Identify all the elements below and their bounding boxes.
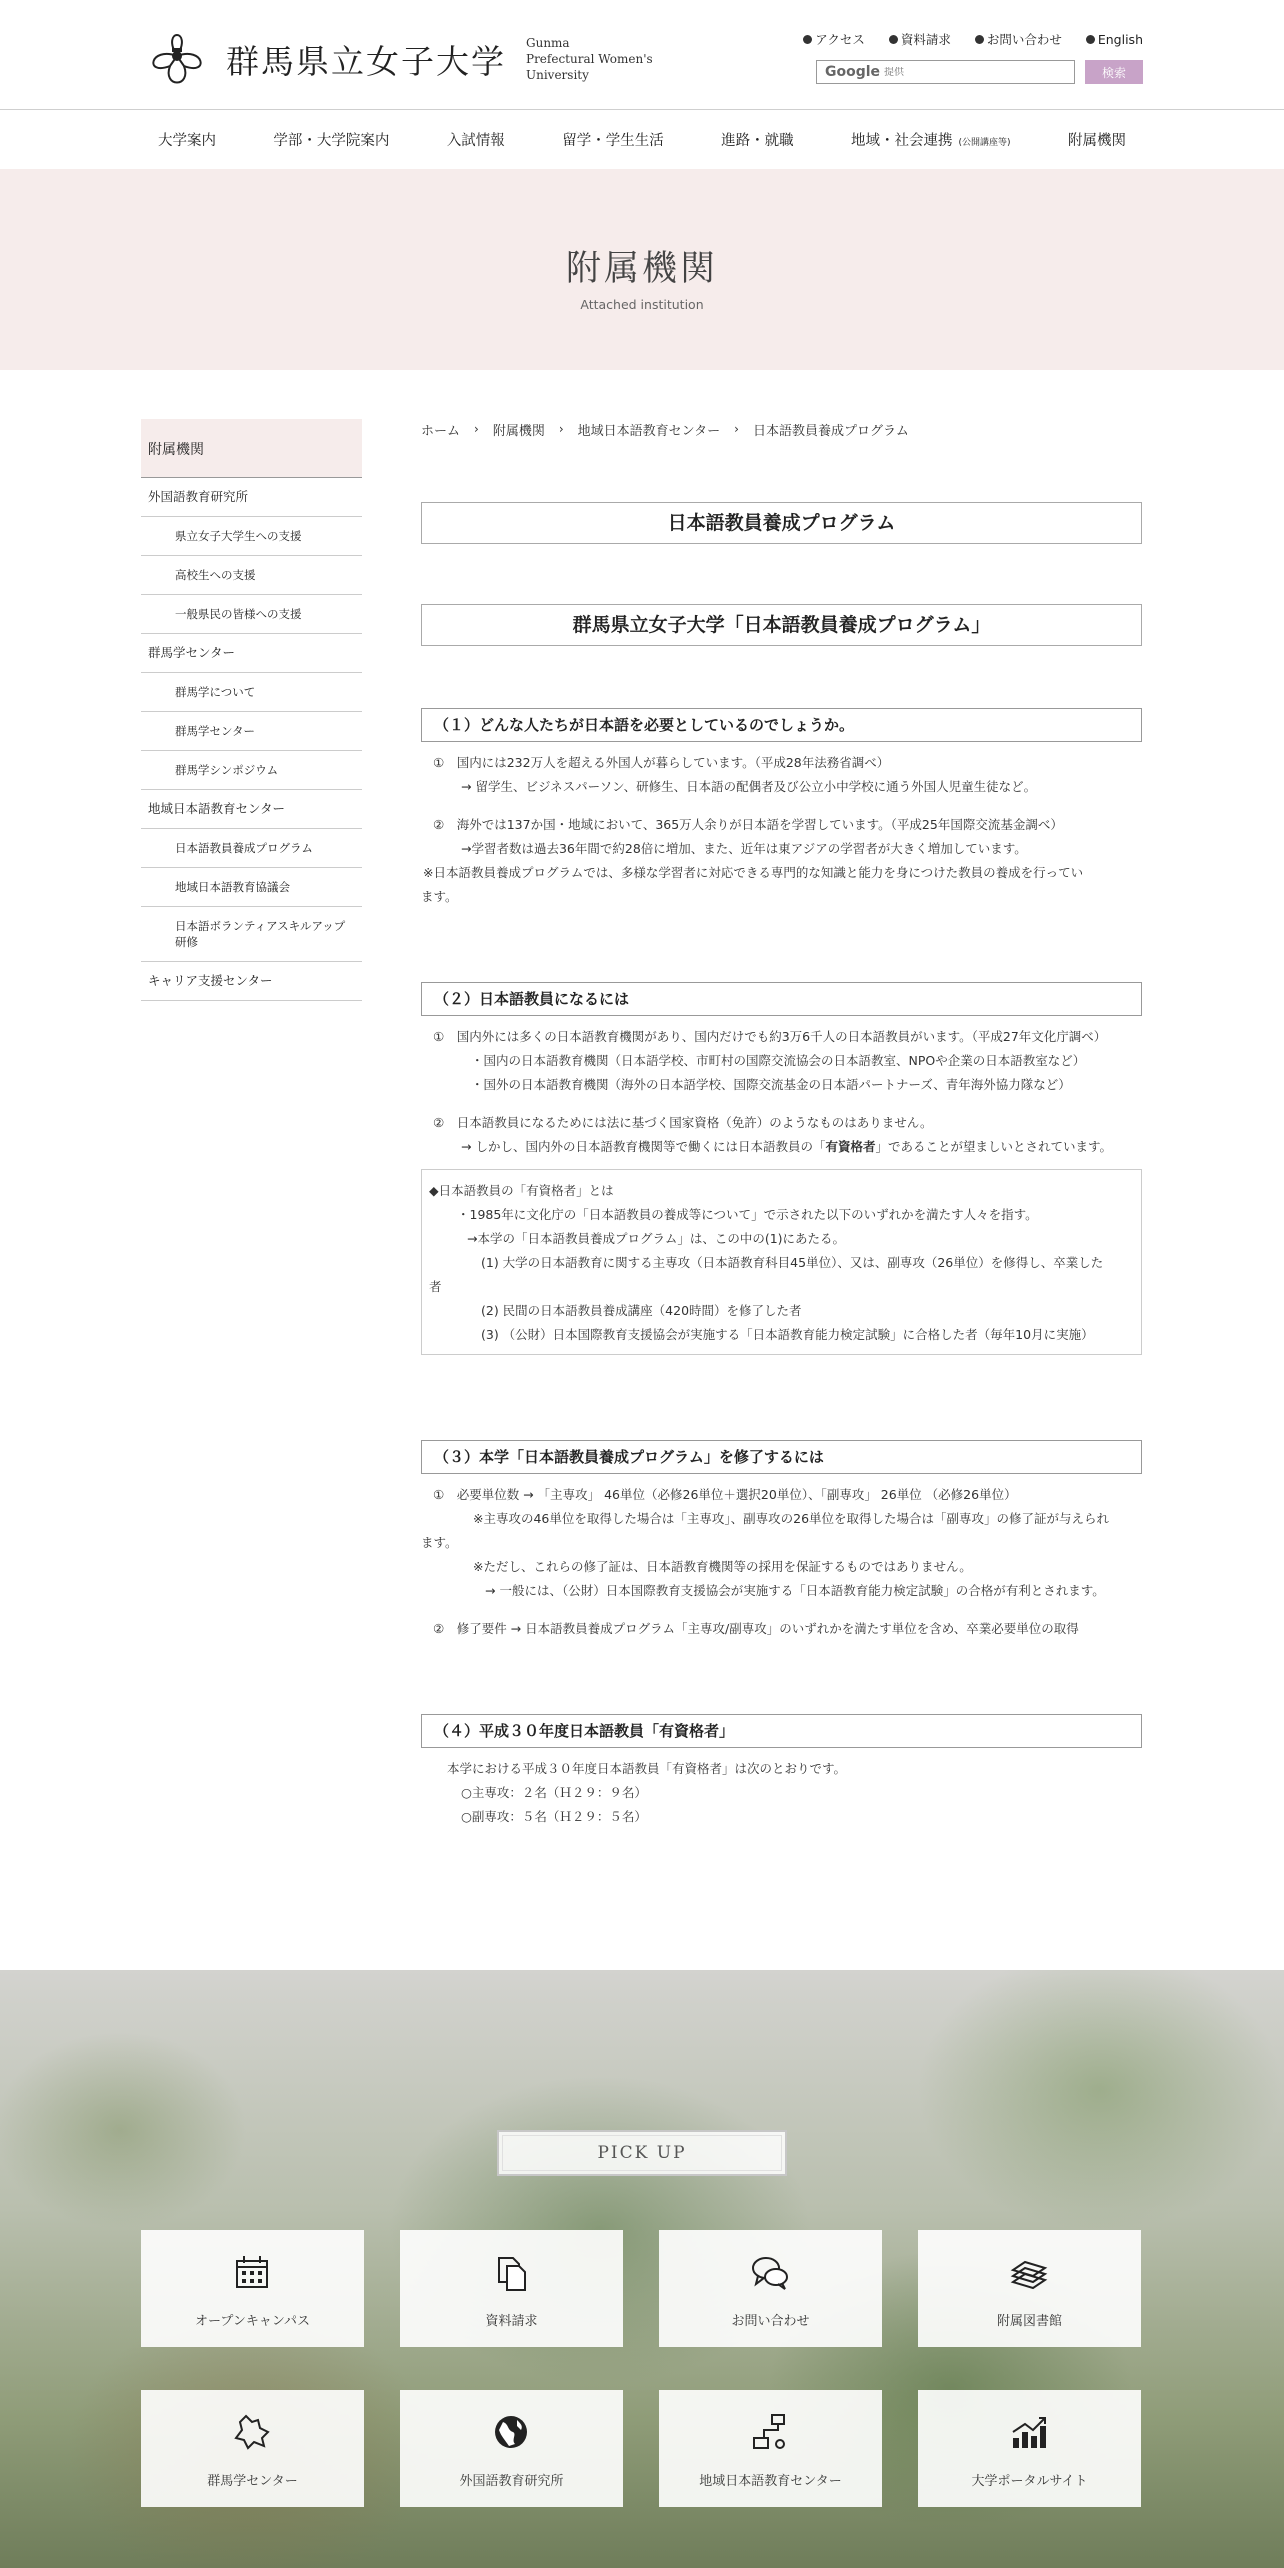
pickup-tile-foreign-lang[interactable] [400, 2390, 623, 2507]
s1-line-5: ※日本語教員養成プログラムでは、多様な学習者に対応できる専門的な知識と能力を身につけた教員の養成を行ってい [423, 865, 1084, 880]
google-logo: Google [825, 64, 881, 80]
pickup-tile-contact[interactable] [659, 2230, 882, 2347]
global-nav [0, 110, 1284, 169]
s3-line-6: ② 修了要件 → 日本語教員養成プログラム「主専攻/副専攻」のいずれかを満たす単位を含め、卒業必要単位の取得 [433, 1621, 1079, 1636]
pickup-tile-japanese-center[interactable] [659, 2390, 882, 2507]
pickup-tile-label: 群馬学センター [207, 2474, 298, 2489]
sidebar-subitem[interactable]: 高校生への支援 [141, 556, 362, 595]
pickup-tile-gunma-center[interactable] [141, 2390, 364, 2507]
note-line-7: (3) （公財）日本国際教育支援協会が実施する「日本語教育能力検定試験」に合格した者（毎年10月に実施） [481, 1327, 1094, 1342]
util-link-contact[interactable]: お問い合わせ [975, 30, 1062, 48]
pickup-title: PICK UP [497, 2130, 787, 2176]
pickup-tile-library[interactable] [918, 2230, 1141, 2347]
sidebar-subitem[interactable]: 群馬学シンポジウム [141, 751, 362, 790]
search-input[interactable] [884, 67, 1064, 78]
bullet-icon [889, 35, 898, 44]
page-title: 附属機関 [565, 249, 718, 289]
nav-item-career[interactable]: 進路・就職 [721, 133, 794, 149]
note-line-3: →本学の「日本語教員養成プログラム」は、この中の(1)にあたる。 [467, 1231, 846, 1246]
bullet-icon [1086, 35, 1095, 44]
sidebar-subitem[interactable]: 県立女子大学生への支援 [141, 517, 362, 556]
books-icon [1009, 2252, 1049, 2292]
flower-logo-icon [140, 26, 214, 92]
s3-line-2: ※主専攻の46単位を取得した場合は「主専攻」、副専攻の26単位を取得した場合は「副専攻」の修了証が与えられ [473, 1511, 1110, 1526]
note-line-6: (2) 民間の日本語教員養成講座（420時間）を修了した者 [481, 1303, 802, 1318]
s1-line-6: ます。 [421, 889, 458, 904]
search-box [816, 60, 1075, 84]
sidebar-subitem[interactable]: 一般県民の皆様への支援 [141, 595, 362, 634]
nav-item-admission[interactable]: 入試情報 [446, 133, 505, 149]
s2-line-2: ・国内の日本語教育機関（日本語学校、市町村の国際交流協会の日本語教室、NPOや企業の日本語教室など） [471, 1053, 1086, 1068]
sidebar-subitem[interactable]: 群馬学について [141, 673, 362, 712]
search-button[interactable]: 検索 [1085, 60, 1143, 84]
nav-item-faculty[interactable]: 学部・大学院案内 [273, 133, 390, 149]
nav-item-student-life[interactable]: 留学・学生生活 [562, 133, 664, 149]
pickup-tile-label: オープンキャンパス [195, 2314, 310, 2329]
sidebar-subitem[interactable]: 日本語ボランティアスキルアップ研修 [141, 907, 362, 962]
s2-line-3: ・国外の日本語教育機関（海外の日本語学校、国際交流基金の日本語パートナーズ、青年海外協力隊など） [471, 1077, 1071, 1092]
s2-line-5: → しかし、国内外の日本語教育機関等で働くには日本語教員の「有資格者」であることが望ましいとされています。 [461, 1139, 1112, 1154]
sidebar-item[interactable]: 群馬学センター [141, 634, 362, 673]
util-link-request[interactable]: 資料請求 [889, 30, 951, 48]
s4-line-1: 本学における平成３０年度日本語教員「有資格者」は次のとおりです。 [447, 1761, 847, 1776]
breadcrumb-current: 日本語教員養成プログラム [752, 423, 909, 439]
pickup-tile-label: 大学ポータルサイト [971, 2474, 1088, 2489]
pickup-tile-label: 附属図書館 [996, 2314, 1062, 2329]
breadcrumb-center[interactable]: 地域日本語教育センター [577, 423, 721, 439]
chevron-right-icon: › [558, 422, 564, 436]
sidebar-subitem[interactable]: 日本語教員養成プログラム [141, 829, 362, 868]
s4-line-2: ○主専攻：２名（Ｈ２９：９名） [461, 1785, 647, 1800]
s4-line-3: ○副専攻：５名（Ｈ２９：５名） [461, 1809, 647, 1824]
sidebar-item[interactable]: 外国語教育研究所 [141, 478, 362, 517]
calendar-icon [232, 2252, 272, 2292]
bullet-icon [975, 35, 984, 44]
pickup-tile-label: 外国語教育研究所 [459, 2474, 564, 2489]
sidebar-item[interactable]: キャリア支援センター [141, 962, 362, 1001]
pickup-tile-open-campus[interactable] [141, 2230, 364, 2347]
main-content [421, 419, 1142, 1824]
util-link-access[interactable]: アクセス [803, 30, 865, 48]
note-line-2: ・1985年に文化庁の「日本語教員の養成等について」で示された以下のいずれかを満たす人々を指す。 [457, 1207, 1038, 1222]
site-logo[interactable] [140, 26, 653, 92]
pickup-tile-label: 地域日本語教育センター [699, 2474, 842, 2489]
section-1-heading: （１）どんな人たちが日本語を必要としているのでしょうか。 [421, 708, 1142, 742]
bullet-icon [803, 35, 812, 44]
s3-line-5: → 一般には、（公財）日本国際教育支援協会が実施する「日本語教育能力検定試験」の合格が有利とされます。 [485, 1583, 1105, 1598]
s2-line-1: ① 国内外には多くの日本語教育機関があり、国内だけでも約3万6千人の日本語教員がいます。（平成27年文化庁調べ） [433, 1029, 1107, 1044]
search-form [816, 60, 1143, 84]
section-2-heading: （２）日本語教員になるには [421, 982, 1142, 1016]
documents-icon [491, 2252, 531, 2292]
note-line-1: ◆日本語教員の「有資格者」とは [429, 1183, 614, 1198]
program-title: 群馬県立女子大学「日本語教員養成プログラム」 [421, 604, 1142, 646]
bar-chart-icon [1009, 2412, 1049, 2452]
nav-sub-note: (公開講座等) [958, 138, 1011, 148]
note-line-4: (1) 大学の日本語教育に関する主専攻（日本語教育科目45単位）、又は、副専攻（26単位）を修得し、卒業した [481, 1255, 1104, 1270]
page-hero [0, 169, 1284, 370]
s1-line-1: ① 国内には232万人を超える外国人が暮らしています。（平成28年法務省調べ） [433, 755, 890, 770]
pickup-section [0, 1970, 1284, 2568]
s3-line-3: ます。 [421, 1535, 458, 1550]
pickup-tile-label: 資料請求 [485, 2314, 538, 2329]
s3-line-1: ① 必要単位数 → 「主専攻」 46単位（必修26単位＋選択20単位）、「副専攻」 26単位 （必修26単位） [433, 1487, 1017, 1502]
utility-links [803, 30, 1143, 48]
pickup-tile-request[interactable] [400, 2230, 623, 2347]
sidebar-subitem[interactable]: 群馬学センター [141, 712, 362, 751]
breadcrumb [421, 419, 1142, 439]
note-line-5: 者 [429, 1279, 442, 1294]
sidebar-subitem[interactable]: 地域日本語教育協議会 [141, 868, 362, 907]
content-title: 日本語教員養成プログラム [421, 502, 1142, 544]
section-4-heading: （４）平成３０年度日本語教員「有資格者」 [421, 1714, 1142, 1748]
chevron-right-icon: › [474, 422, 479, 436]
sidebar-head[interactable]: 附属機関 [141, 419, 362, 478]
sidebar-item[interactable]: 地域日本語教育センター [141, 790, 362, 829]
sidebar [141, 419, 362, 1001]
util-link-english[interactable]: English [1086, 30, 1143, 48]
gunma-map-icon [232, 2412, 272, 2452]
map-pin-icon [750, 2412, 790, 2452]
site-header [0, 0, 1284, 110]
nav-item-about[interactable]: 大学案内 [158, 133, 216, 149]
chat-bubbles-icon [750, 2252, 790, 2292]
s2-line-4: ② 日本語教員になるためには法に基づく国家資格（免許）のようなものはありません。 [433, 1115, 933, 1130]
pickup-tile-label: お問い合わせ [731, 2314, 810, 2329]
section-3-heading: （３）本学「日本語教員養成プログラム」を修了するには [421, 1440, 1142, 1474]
page-subtitle: Attached institution [580, 297, 704, 312]
logo-text-en: Gunma Prefectural Women's University [526, 36, 653, 82]
logo-text-jp: 群馬県立女子大学 [226, 41, 506, 81]
breadcrumb-home[interactable]: ホーム [421, 423, 461, 439]
nav-item-community[interactable]: 地域・社会連携 (公開講座等) [851, 133, 1011, 149]
pickup-tile-portal[interactable] [918, 2390, 1141, 2507]
globe-icon [491, 2412, 531, 2452]
chevron-right-icon: › [734, 422, 739, 436]
s3-line-4: ※ただし、これらの修了証は、日本語教育機関等の採用を保証するものではありません。 [473, 1559, 972, 1574]
s1-line-4: →学習者数は過去36年間で約28倍に増加、また、近年は東アジアの学習者が大きく増加しています。 [461, 841, 1027, 856]
breadcrumb-institutions[interactable]: 附属機関 [492, 423, 545, 439]
s1-line-3: ② 海外では137か国・地域において、365万人余りが日本語を学習しています。（平成25年国際交流基金調べ） [433, 817, 1063, 832]
nav-item-institutions[interactable]: 附属機関 [1067, 133, 1126, 149]
s1-line-2: → 留学生、ビジネスパーソン、研修生、日本語の配偶者及び公立小中学校に通う外国人児童生徒など。 [461, 779, 1037, 794]
